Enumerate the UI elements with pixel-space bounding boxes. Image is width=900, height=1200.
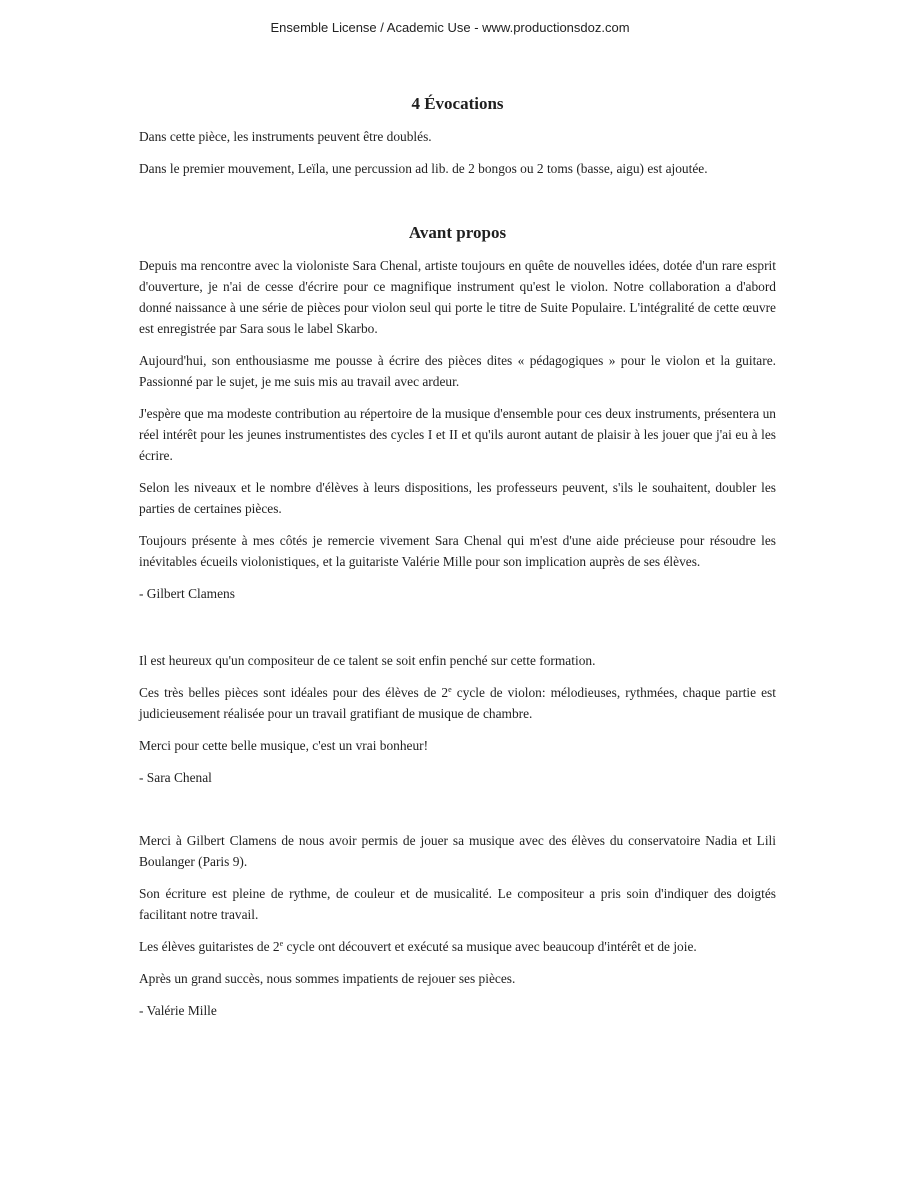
valerie-paragraph-4: Après un grand succès, nous sommes impatients de rejouer ses pièces. bbox=[139, 971, 516, 986]
avant-propos-paragraph-3: J'espère que ma modeste contribution au répertoire de la musique d'ensemble pour ces deux instruments, présentera un réel intérêt pour les jeunes instrumentistes des cycles I et II et qu'ils auront autant de plaisir à les jouer que j'ai eu à les écrire. bbox=[139, 406, 776, 463]
document-page bbox=[139, 92, 776, 1021]
valerie-paragraph-3-end: cycle ont découvert et exécuté sa musique avec beaucoup d'intérêt et de joie. bbox=[283, 939, 697, 954]
ordinal-superscript: e bbox=[279, 939, 284, 948]
evocations-title: 4 Évocations bbox=[411, 94, 504, 113]
section-spacer bbox=[139, 788, 776, 830]
valerie-paragraph-2: Son écriture est pleine de rythme, de couleur et de musicalité. Le compositeur a pris soin d'indiquer des doigtés facilitant notre travail. bbox=[139, 886, 776, 922]
avant-propos-paragraph-4: Selon les niveaux et le nombre d'élèves à leurs dispositions, les professeurs peuvent, s'ils le souhaitent, doubler les parties de certaines pièces. bbox=[139, 480, 776, 516]
signature-sara-chenal: - Sara Chenal bbox=[139, 770, 212, 785]
valerie-paragraph-3-start: Les élèves guitaristes de 2 bbox=[139, 939, 280, 954]
sara-paragraph-1: Il est heureux qu'un compositeur de ce talent se soit enfin penché sur cette formation. bbox=[139, 653, 596, 668]
avant-propos-paragraph-2: Aujourd'hui, son enthousiasme me pousse à écrire des pièces dites « pédagogiques » pour le violon et la guitare. Passionné par le sujet, je me suis mis au travail avec ardeur. bbox=[139, 353, 776, 389]
sara-paragraph-3: Merci pour cette belle musique, c'est un vrai bonheur! bbox=[139, 738, 429, 753]
signature-valerie-mille: - Valérie Mille bbox=[139, 1003, 217, 1018]
avant-propos-paragraph-5: Toujours présente à mes côtés je remercie vivement Sara Chenal qui m'est d'une aide précieuse pour résoudre les inévitables écueils violonistiques, et la guitariste Valérie Mille pour son implication auprès de ses élèves. bbox=[139, 533, 776, 569]
valerie-mille-section bbox=[139, 830, 776, 1021]
avant-propos-paragraph-1: Depuis ma rencontre avec la violoniste Sara Chenal, artiste toujours en quête de nouvelles idées, dotée d'un rare esprit d'ouverture, je n'ai de cesse d'écrire pour ce magnifique instrument qu'est le violon. Notre collaboration a d'abord donné naissance à une série de pièces pour violon seul qui porte le titre de Suite Populaire. L'intégralité de cette œuvre est enregistrée par Sara sous le label Skarbo. bbox=[139, 258, 776, 336]
evocations-paragraph-2: Dans le premier mouvement, Leïla, une percussion ad lib. de 2 bongos ou 2 toms (basse, aigu) est ajoutée. bbox=[139, 161, 708, 176]
valerie-paragraph-3 bbox=[139, 936, 776, 957]
avant-propos-title: Avant propos bbox=[408, 223, 507, 242]
valerie-paragraph-1: Merci à Gilbert Clamens de nous avoir permis de jouer sa musique avec des élèves du conservatoire Nadia et Lili Boulanger (Paris 9). bbox=[139, 833, 776, 869]
evocations-section bbox=[139, 92, 776, 179]
sara-paragraph-2-start: Ces très belles pièces sont idéales pour des élèves de 2 bbox=[139, 685, 449, 700]
sara-paragraph-2 bbox=[139, 682, 776, 724]
section-spacer bbox=[139, 190, 776, 221]
evocations-paragraph-1: Dans cette pièce, les instruments peuvent être doublés. bbox=[139, 129, 432, 144]
signature-gilbert-clamens: - Gilbert Clamens bbox=[139, 586, 235, 601]
license-header: Ensemble License / Academic Use - www.productionsdoz.com bbox=[270, 20, 630, 35]
ordinal-superscript: e bbox=[448, 685, 452, 694]
sara-paragraph-2-end: cycle de violon: mélodieuses, rythmées, chaque partie est judicieusement réalisée pour un travail gratifiant de musique de chambre. bbox=[139, 685, 776, 721]
sara-chenal-section bbox=[139, 650, 776, 788]
section-spacer bbox=[139, 604, 776, 650]
avant-propos-section bbox=[139, 221, 776, 604]
